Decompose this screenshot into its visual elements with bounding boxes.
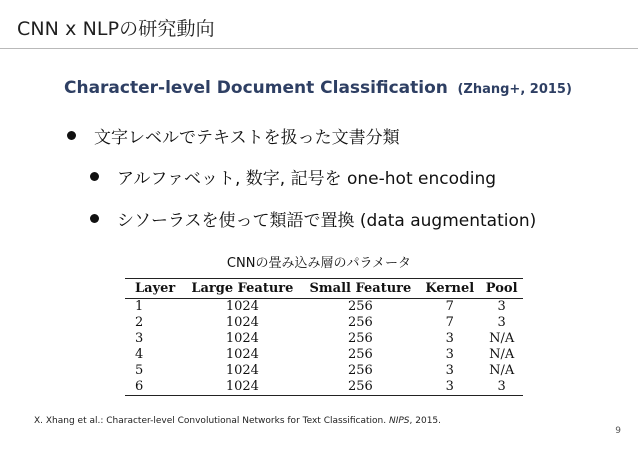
table-cell: 256 xyxy=(347,347,373,362)
reference-text: X. Xhang et al.: Character-level Convolutional Networks for Text Classification. xyxy=(34,416,387,426)
table-cell: 1024 xyxy=(183,379,301,396)
table-cell: 256 xyxy=(301,379,419,396)
reference-year: , 2015. xyxy=(409,416,442,426)
table-row xyxy=(125,379,523,396)
table-cell: 6 xyxy=(125,379,183,396)
paper-title: Character-level Document Classification xyxy=(64,78,448,98)
table-cell: N/A xyxy=(489,331,515,346)
table-cell: 3 xyxy=(480,379,523,396)
page-number: 9 xyxy=(615,426,621,436)
bullet-text: シソーラスを使って類語で置換 (data augmentation) xyxy=(117,211,537,231)
table-cell: 256 xyxy=(347,363,373,378)
table-row xyxy=(125,315,523,331)
table-cell: 1024 xyxy=(225,331,259,346)
table-cell: 3 xyxy=(445,363,454,378)
header-cell: Small Feature xyxy=(301,279,419,299)
table-cell: 3 xyxy=(135,331,144,346)
table-row xyxy=(125,363,523,379)
table-cell: 1024 xyxy=(225,299,259,314)
table-cell: 3 xyxy=(497,299,506,314)
table-cell: 1 xyxy=(135,299,144,314)
bullet-icon xyxy=(90,214,99,223)
table-caption: CNNの畳み込み層のパラメータ xyxy=(226,256,412,271)
table-header-row xyxy=(125,279,523,299)
table-cell: N/A xyxy=(489,347,515,362)
table-cell: 4 xyxy=(135,347,144,362)
bullet-text: 文字レベルでテキストを扱った文書分類 xyxy=(94,128,400,148)
title-divider xyxy=(0,48,638,49)
sub-bullet-item xyxy=(90,164,496,189)
table-cell: 2 xyxy=(135,315,144,330)
header-cell: Kernel xyxy=(419,279,480,299)
table-cell: 7 xyxy=(445,299,454,314)
table-cell: 3 xyxy=(445,331,454,346)
reference-venue: NIPS xyxy=(388,416,410,426)
bullet-text: アルファベット, 数字, 記号を one-hot encoding xyxy=(117,169,497,189)
paper-heading xyxy=(64,78,572,98)
table-cell: 1024 xyxy=(225,363,259,378)
table-row xyxy=(125,331,523,347)
sub-bullet-item xyxy=(90,206,536,231)
table-cell: 5 xyxy=(135,363,144,378)
table-row xyxy=(125,347,523,363)
header-cell: Layer xyxy=(125,279,183,299)
table-cell: 256 xyxy=(347,331,373,346)
table-row xyxy=(125,299,523,316)
paper-citation: (Zhang+, 2015) xyxy=(457,82,572,97)
table-cell: 3 xyxy=(497,315,506,330)
table-cell: 1024 xyxy=(225,315,259,330)
table-cell: 256 xyxy=(347,299,373,314)
bullet-icon xyxy=(67,131,76,140)
table-cell: 3 xyxy=(419,379,480,396)
table-cell: N/A xyxy=(489,363,515,378)
table-cell: 256 xyxy=(347,315,373,330)
table-cell: 7 xyxy=(445,315,454,330)
bullet-item xyxy=(67,123,400,148)
conv-params-table xyxy=(125,278,523,396)
table-cell: 1024 xyxy=(225,347,259,362)
header-cell: Pool xyxy=(480,279,523,299)
reference-note xyxy=(34,416,441,426)
header-cell: Large Feature xyxy=(183,279,301,299)
table-cell: 3 xyxy=(445,347,454,362)
bullet-icon xyxy=(90,172,99,181)
slide-title: CNN x NLPの研究動向 xyxy=(17,18,215,40)
